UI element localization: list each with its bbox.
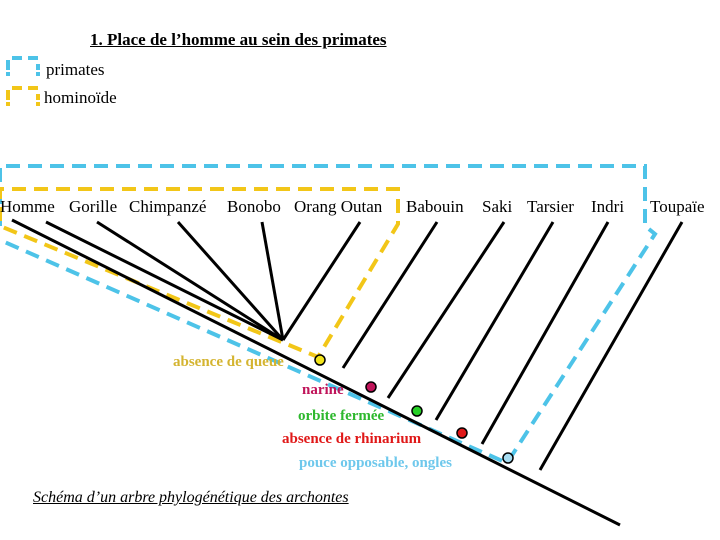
trait-dot-narine — [366, 382, 376, 392]
branch-bonobo — [262, 222, 283, 340]
taxon-label-indri: Indri — [591, 197, 625, 216]
trait-label-orbite-fermee: orbite fermée — [298, 408, 385, 424]
trait-label-absence-de-queue: absence de queue — [173, 354, 284, 370]
taxon-label-orang-outan: Orang Outan — [294, 197, 383, 216]
trait-label-absence-de-rhinarium: absence de rhinarium — [282, 431, 422, 447]
branch-homme — [46, 222, 283, 340]
taxon-label-tarsier: Tarsier — [527, 197, 574, 216]
trait-dot-absence-de-queue — [315, 355, 325, 365]
trait-dot-absence-de-rhinarium — [457, 428, 467, 438]
legend-swatch-primates — [8, 58, 38, 76]
taxon-label-babouin: Babouin — [406, 197, 464, 216]
taxon-label-homme: Homme — [0, 197, 55, 216]
figure-caption: Schéma d’un arbre phylogénétique des archontes — [33, 489, 349, 506]
taxon-label-gorille: Gorille — [69, 197, 118, 216]
trait-dot-orbite-fermee — [412, 406, 422, 416]
taxon-label-toupaie: Toupaïe — [650, 197, 705, 216]
trait-dot-pouce-opposable — [503, 453, 513, 463]
taxon-label-bonobo: Bonobo — [227, 197, 281, 216]
trait-label-narine: narine — [302, 382, 344, 398]
page-title: 1. Place de l’homme au sein des primates — [90, 30, 387, 49]
trait-label-pouce-opposable: pouce opposable, ongles — [299, 455, 452, 471]
taxon-label-chimpanze: Chimpanzé — [129, 197, 207, 216]
branch-saki — [388, 222, 504, 398]
legend-label-hominoide: hominoïde — [44, 88, 117, 107]
branch-orang-outan — [283, 222, 360, 340]
branch-toupaie — [540, 222, 682, 470]
legend-swatch-hominoide — [8, 88, 38, 106]
legend-label-primates: primates — [46, 60, 105, 79]
taxon-label-saki: Saki — [482, 197, 513, 216]
branch-tarsier — [436, 222, 553, 420]
branch-indri — [482, 222, 608, 444]
